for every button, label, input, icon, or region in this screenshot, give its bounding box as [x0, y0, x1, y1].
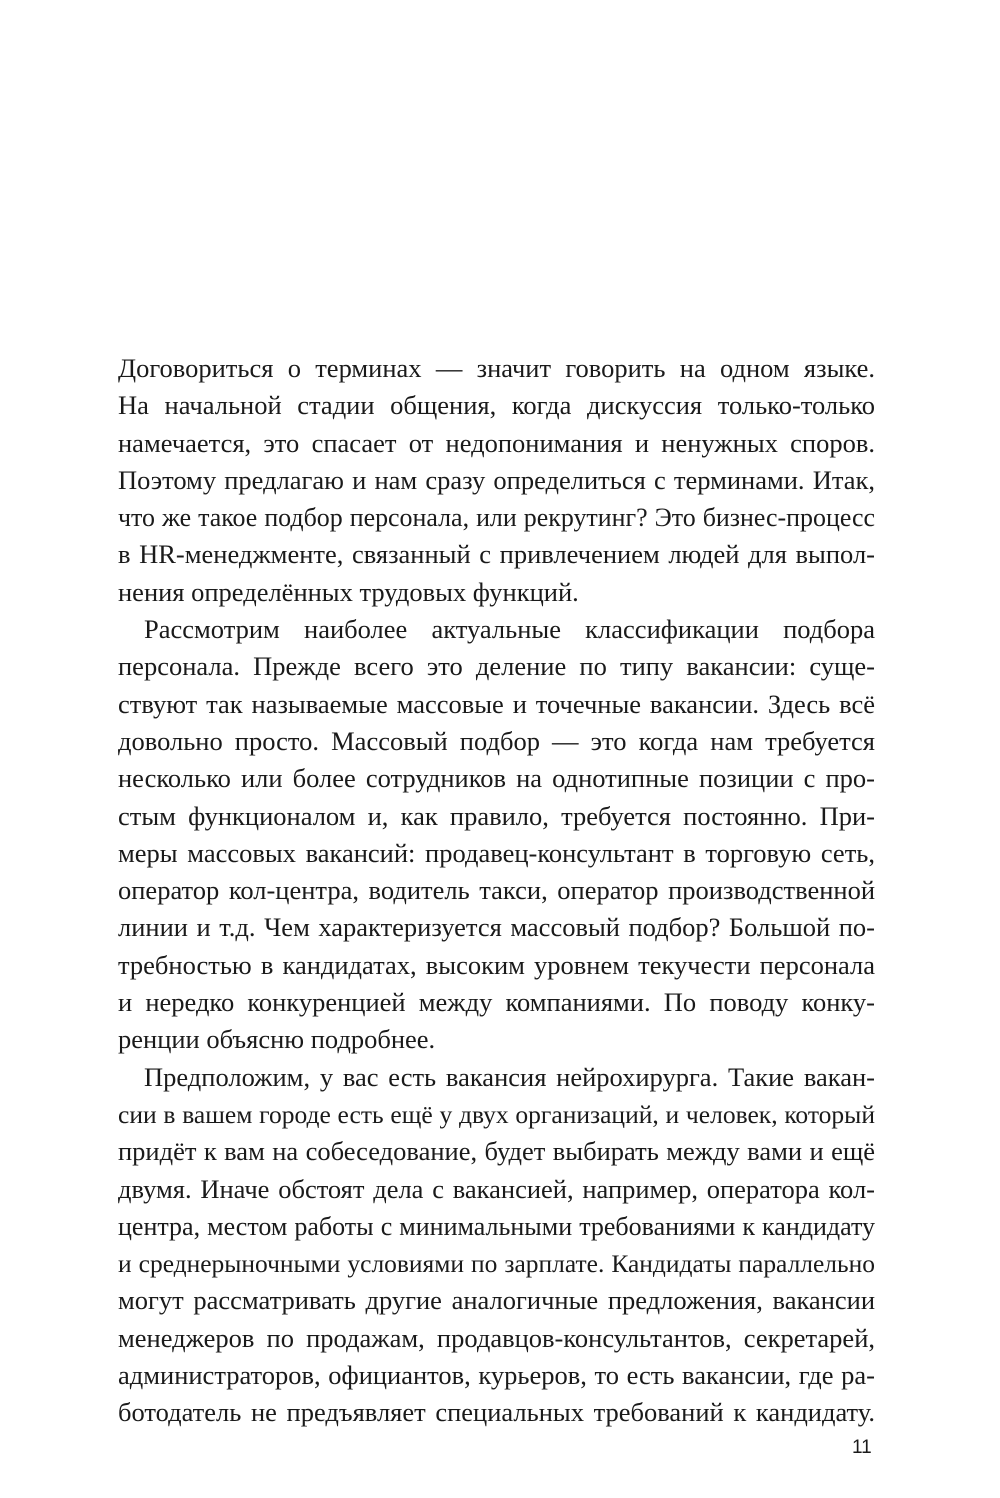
- text-line: могут рассматривать другие аналогичные предложения, вакансии: [118, 1285, 875, 1316]
- text-line: придёт к вам на собеседование, будет выбирать между вами и ещё: [118, 1136, 875, 1167]
- text-line: меры массовых вакансий: продавец-консультант в торговую сеть,: [118, 837, 875, 868]
- text-line: Предположим, у вас есть вакансия нейрохирурга. Такие вакан-: [144, 1061, 875, 1092]
- text-line: в HR-менеджменте, связанный с привлечением людей для выпол-: [118, 539, 875, 570]
- text-line: Рассмотрим наиболее актуальные классификации подбора: [144, 614, 875, 645]
- text-line: стым функционалом и, как правило, требуется постоянно. При-: [118, 800, 875, 831]
- text-line: требностью в кандидатах, высоким уровнем текучести персонала: [118, 949, 875, 980]
- text-line: персонала. Прежде всего это деление по типу вакансии: суще-: [118, 651, 875, 682]
- text-line: ствуют так называемые массовые и точечные вакансии. Здесь всё: [118, 688, 875, 719]
- text-line: На начальной стадии общения, когда дискуссия только-только: [118, 390, 875, 421]
- paragraph-3: [118, 1059, 875, 1432]
- text-line: Поэтому предлагаю и нам сразу определиться с терминами. Итак,: [118, 464, 875, 495]
- paragraph-1: [118, 350, 875, 611]
- text-line: несколько или более сотрудников на однотипные позиции с про-: [118, 763, 875, 794]
- body-text: [118, 350, 875, 1432]
- text-line: что же такое подбор персонала, или рекрутинг? Это бизнес-процесс: [118, 503, 875, 533]
- text-line: довольно просто. Массовый подбор — это когда нам требуется: [118, 725, 875, 756]
- text-line: оператор кол-центра, водитель такси, оператор производственной: [118, 875, 875, 906]
- text-line: двумя. Иначе обстоят дела с вакансией, например, оператора кол-: [118, 1173, 875, 1204]
- text-line: и нередко конкуренцией между компаниями. По поводу конку-: [118, 987, 875, 1018]
- text-line: центра, местом работы с минимальными требованиями к кандидату: [118, 1211, 875, 1241]
- text-line: администраторов, официантов, курьеров, то есть вакансии, где ра-: [118, 1360, 875, 1391]
- text-line: Договориться о терминах — значит говорить на одном языке.: [118, 353, 875, 383]
- paragraph-2: [118, 611, 875, 1059]
- text-line: и среднерыночными условиями по зарплате. Кандидаты параллельно: [118, 1249, 875, 1279]
- text-line: менеджеров по продажам, продавцов-консультантов, секретарей,: [118, 1322, 875, 1353]
- text-line: сии в вашем городе есть ещё у двух организаций, и человек, который: [118, 1099, 875, 1129]
- page-number: 11: [852, 1437, 872, 1458]
- text-line: нения определённых трудовых функций.: [118, 576, 579, 607]
- text-line: ренции объясню подробнее.: [118, 1024, 436, 1055]
- text-line: ботодатель не предъявляет специальных требований к кандидату.: [118, 1397, 875, 1428]
- text-line: намечается, это спасает от недопонимания и ненужных споров.: [118, 427, 875, 458]
- text-line: линии и т.д. Чем характеризуется массовый подбор? Большой по-: [118, 912, 875, 943]
